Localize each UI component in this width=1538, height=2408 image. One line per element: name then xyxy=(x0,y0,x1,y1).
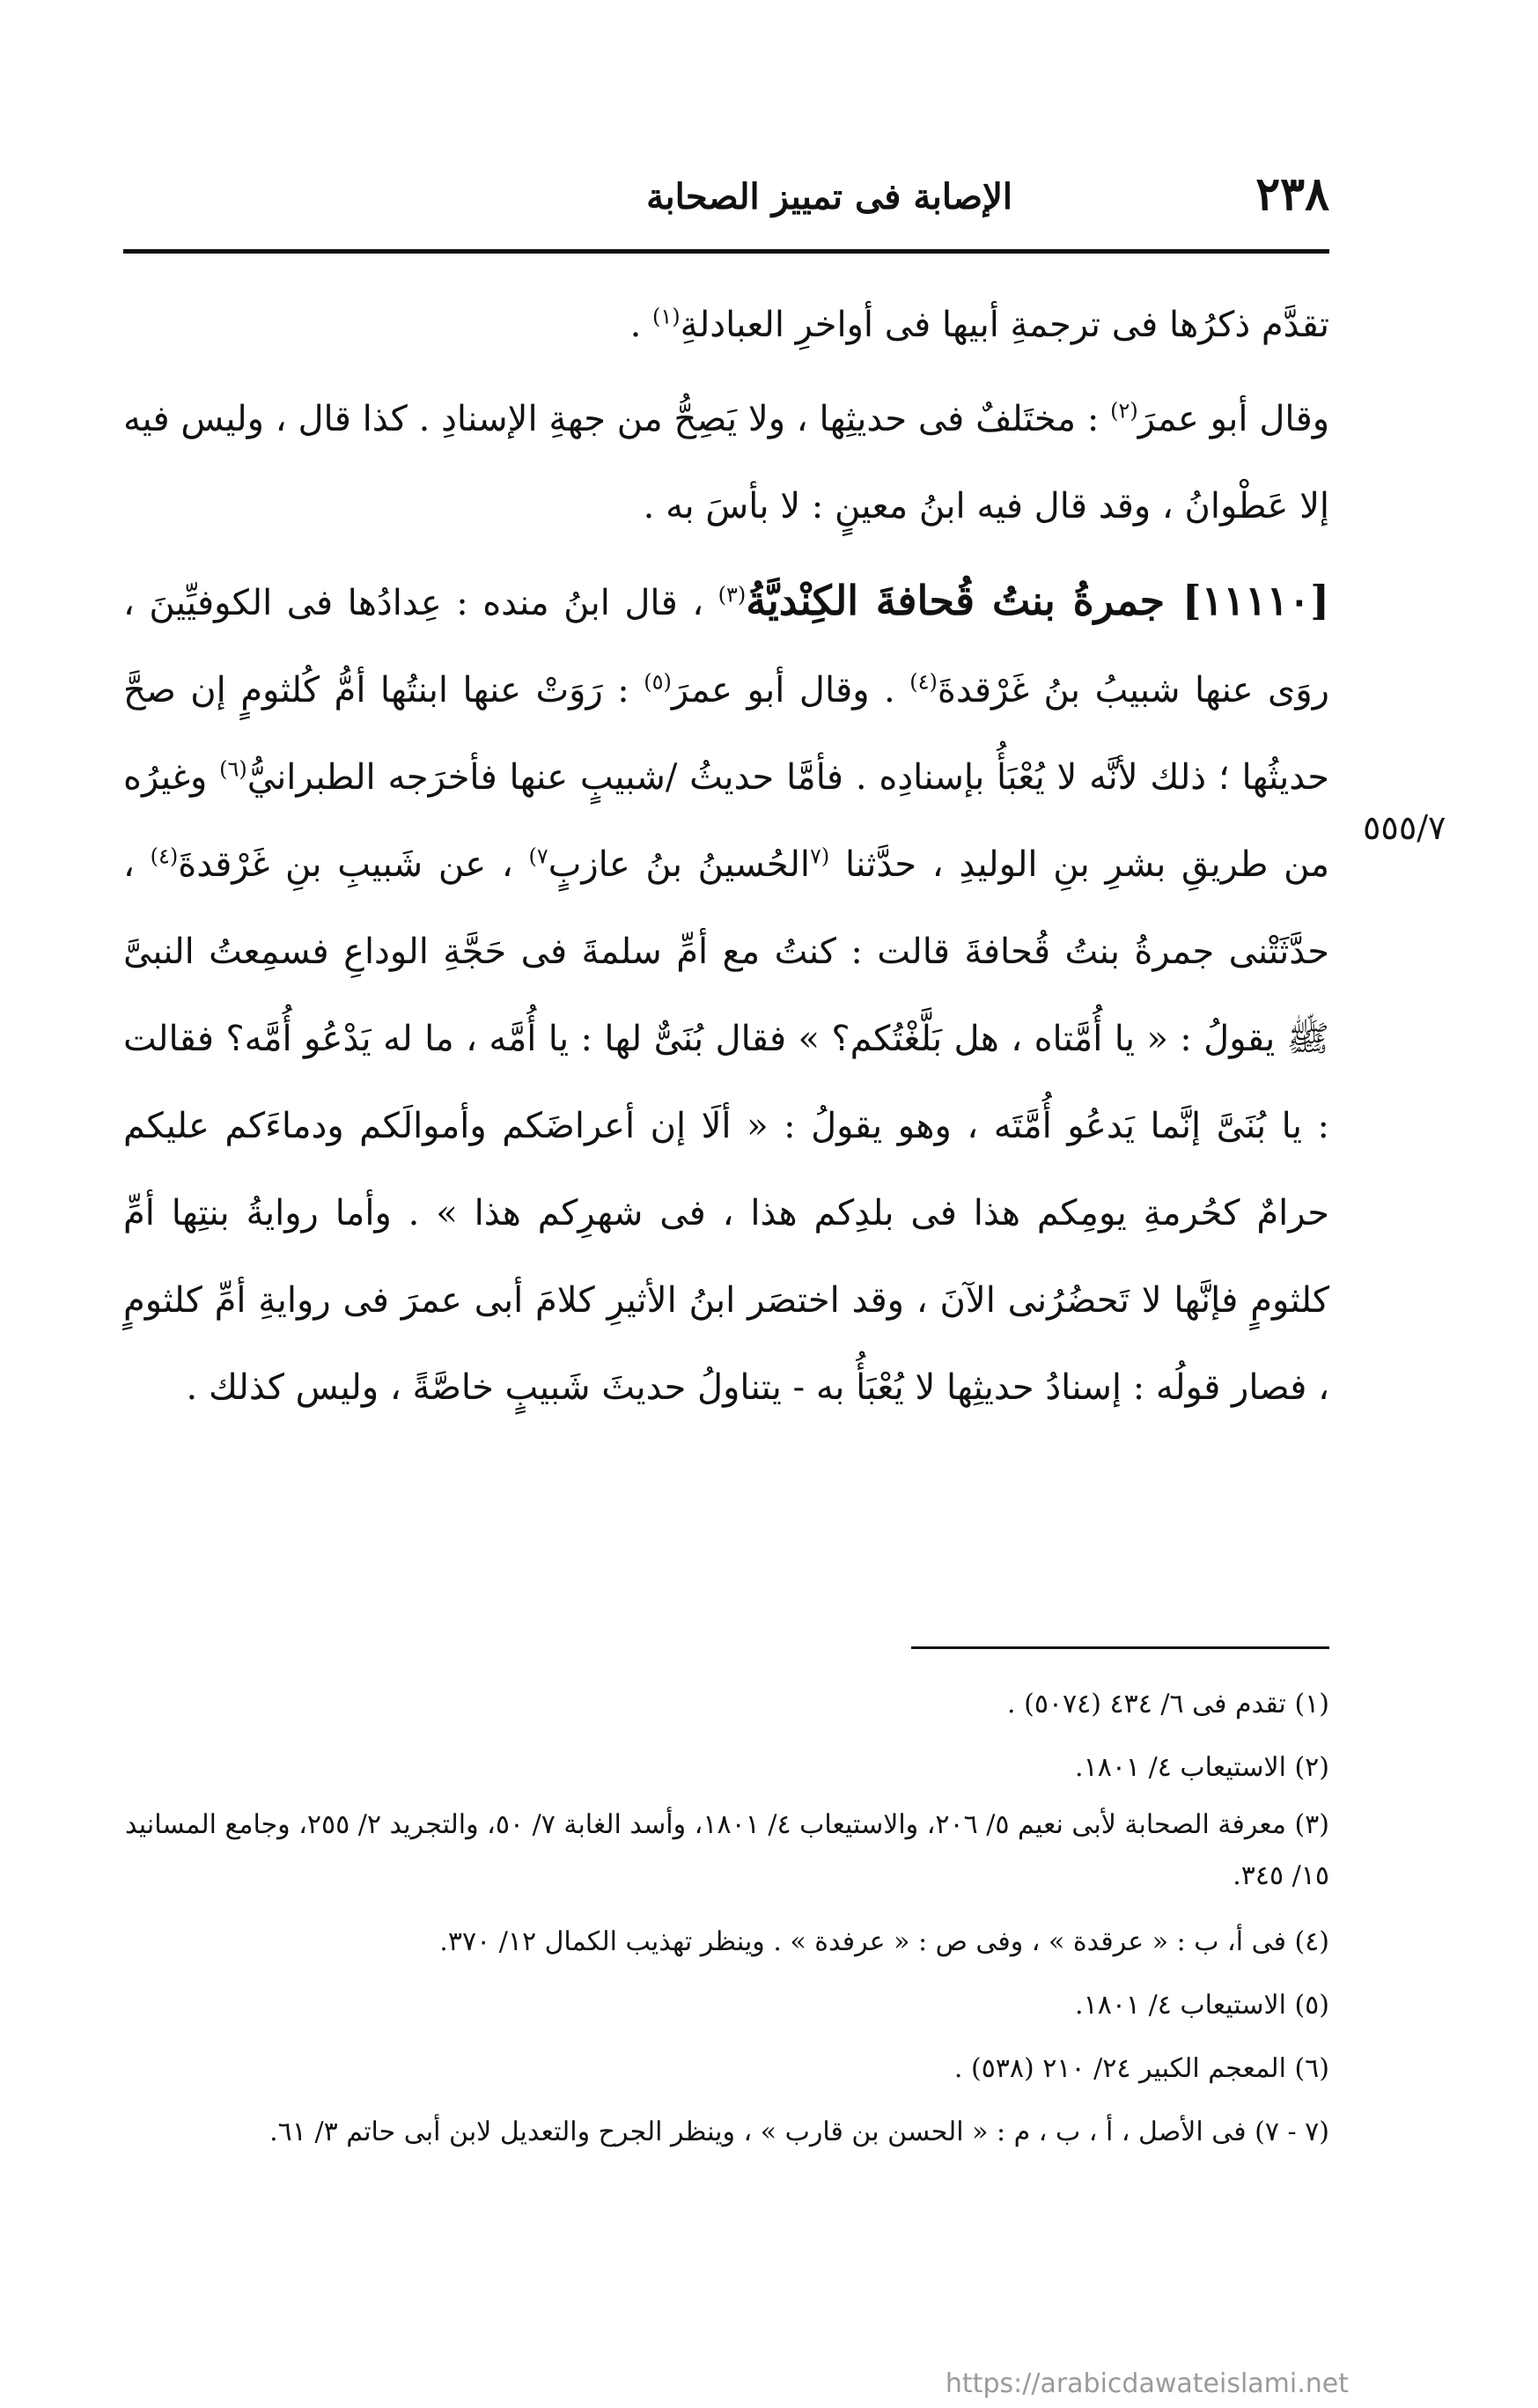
footnote-ref: (٤) xyxy=(909,669,938,695)
entry-text: ، قال ابنُ منده : عِدادُها فى الكوفيِّينَ ، روَى عنها شبيبُ بنُ غَرْقدةَ xyxy=(123,583,1329,711)
entry-text: : رَوَتْ عنها ابنتُها أمُّ كُلثومٍ إن صحَّ حديثُها ؛ ذلك لأنَّه لا يُعْبَأُ بإسنادِه . فأمَّا حديثُ /شبيبٍ عنها فأخرَجه الطبرانيُّ xyxy=(123,670,1329,798)
footnote-ref: (٤) xyxy=(150,843,179,869)
entry-text: ، حدَّثَتْنى جمرةُ بنتُ قُحافةَ قالت : كنتُ مع أمِّ سلمةَ فى حَجَّةِ الوداعِ فسمِعتُ النبىَّ ﷺ يقولُ : « يا أُمَّتاه ، هل بَلَّغْتُكم؟ » فقال بُنَىٌّ لها : يا أُمَّه ، ما له يَدْعُو أُمَّه؟ فقالت : يا بُنَىَّ إنَّما يَدعُو أُمَّتَه ، وهو يقولُ : « ألَا إن أعراضَكم وأموالَكم ودماءَكم عليكم حرامٌ كحُرمةِ يومِكم هذا فى بلدِكم هذا ، فى شهرِكم هذا » . وأما روايةُ بنتِها أمِّ كلثومٍ فإنَّها لا تَحضُرُنى الآنَ ، وقد اختصَر ابنُ الأثيرِ كلامَ أبى عمرَ فى روايةِ أمِّ كلثومٍ ، فصار قولُه : إسنادُ حديثِها لا يُعْبَأُ به - يتناولُ حديثَ شَبيبٍ خاصَّةً ، وليس كذلك . xyxy=(123,844,1329,1408)
footnote-ref: (٣) xyxy=(717,582,747,608)
footnote-ref: ٧) xyxy=(528,843,548,869)
watermark-url: https://arabicdawateislami.net xyxy=(945,2368,1349,2399)
entry-text: . وقال أبو عمرَ xyxy=(671,670,910,711)
header-rule xyxy=(123,249,1329,254)
entry-text: ، عن شَبيبِ بنِ غَرْقدةَ xyxy=(178,844,529,885)
footnote-1: (١) تقدم فى ٦/ ٤٣٤ (٥٠٧٤) . xyxy=(1007,1689,1329,1719)
footnote-rule xyxy=(911,1646,1329,1649)
entry-text: وغيرُه من طريقِ بشرِ بنِ الوليدِ ، حدَّثنا xyxy=(123,757,1329,885)
footnote-7: (٧ - ٧) فى الأصل ، أ ، ب ، م : « الحسن بن قارب » ، وينظر الجرح والتعديل لابن أبى حاتم ٣/ ٦١. xyxy=(269,2117,1329,2147)
footnotes xyxy=(123,1673,1329,2164)
entry-paragraph xyxy=(123,557,1329,1432)
paragraph-2-start: وقال أبو عمرَ xyxy=(1137,399,1330,439)
footnote-ref: (١) xyxy=(652,304,681,329)
body-text xyxy=(123,282,1329,1432)
footnote-ref: (٦) xyxy=(219,756,247,782)
footnote-ref: (٧ xyxy=(810,843,830,869)
paragraph-1-text: تقدَّم ذكرُها فى ترجمةِ أبيها فى أواخرِ العبادلةِ xyxy=(680,305,1329,345)
paragraph-2 xyxy=(123,376,1329,550)
footnote-6: (٦) المعجم الكبير ٢٤/ ٢١٠ (٥٣٨) . xyxy=(953,2053,1329,2084)
footnote-2: (٢) الاستيعاب ٤/ ١٨٠١. xyxy=(1075,1752,1329,1783)
margin-note: ٥٥٥/٧ xyxy=(1363,808,1446,847)
entry-bracket-open: [ xyxy=(1310,577,1329,624)
footnote-ref: (٢) xyxy=(1110,398,1138,423)
paragraph-2-text: : مختَلفٌ فى حديثِها ، ولا يَصِحُّ من جهةِ الإسنادِ . كذا قال ، وليس فيه إلا عَطْوانُ ، وقد قال فيه ابنُ معينٍ : لا بأسَ به . xyxy=(123,399,1329,527)
footnote-4: (٤) فى أ، ب : « عرقدة » ، وفى ص : « عرفدة » . وينظر تهذيب الكمال ١٢/ ٣٧٠. xyxy=(439,1926,1329,1957)
footnote-5: (٥) الاستيعاب ٤/ ١٨٠١. xyxy=(1075,1990,1329,2021)
entry-number: ١١١١٠ xyxy=(1201,577,1311,624)
entry-bracket-close: ] xyxy=(1181,577,1202,624)
entry-text: الحُسينُ بنُ عازبٍ xyxy=(548,844,810,885)
entry-heading xyxy=(746,577,1329,624)
page-number: ٢٣٨ xyxy=(1255,167,1329,221)
footnote-ref: (٥) xyxy=(644,669,672,695)
paragraph-1 xyxy=(123,282,1329,369)
paragraph-1-end: . xyxy=(629,305,653,345)
footnote-3: (٣) معرفة الصحابة لأبى نعيم ٥/ ٢٠٦، والاستيعاب ٤/ ١٨٠١، وأسد الغابة ٧/ ٥٠، والتجريد ٢/ ٢٥٥، وجامع المسانيد ١٥/ ٣٤٥. xyxy=(125,1809,1329,1891)
page-header xyxy=(123,150,1329,247)
running-title: الإصابة فى تمييز الصحابة xyxy=(646,176,1012,217)
entry-name: جمرةُ بنتُ قُحافةَ الكِنْديَّةُ xyxy=(746,577,1182,624)
